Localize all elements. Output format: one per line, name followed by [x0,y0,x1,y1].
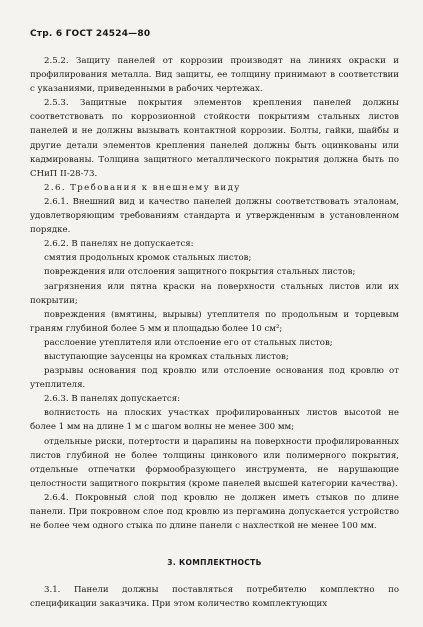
running-head: Стр. 6 ГОСТ 24524—80 [30,29,151,39]
list-item: смятия продольных кромок стальных листов; [44,253,252,264]
document-body [30,54,399,611]
paragraph-2-6-1: 2.6.1. Внешний вид и качество панелей должны соответствовать эталонам, удовлетворяющим требованиям стандарта и утвержденным в установленном порядке. [30,196,399,236]
list-item: отдельные риски, потертости и царапины на поверхности профилированных листов глубиной не более толщины цинкового или полимерного покрытия, отдельные отпечатки формообразующего инструмента, не нарушающие целостности защитного покрытия (кроме панелей высшей категории качества). [30,436,399,489]
paragraph-2-6-4: 2.6.4. Покровный слой под кровлю не должен иметь стыков по длине панели. При покровном слое под кровлю из пергамина допускается устройство не более чем одного стыка по длине панели с нахлесткой не менее 100 мм. [30,492,399,532]
list-item: расслоение утеплителя или отслоение его от стальных листов; [44,337,333,348]
section-heading-3: 3. КОМПЛЕКТНОСТЬ [167,558,262,568]
list-item: повреждения или отслоения защитного покрытия стальных листов; [44,267,356,278]
list-item: повреждения (вмятины, вырывы) утеплителя по продольным и торцевым граням глубиной более 5 мм и площадью более 10 см²; [30,309,399,334]
list-item: загрязнения или пятна краски на поверхности стальных листов или их покрытии; [30,281,399,306]
paragraph-2-6-3: 2.6.3. В панелях допускается: [44,394,181,405]
list-item: волнистость на плоских участках профилированных листов высотой не более 1 мм на длине 1 м с шагом волны не менее 300 мм; [30,408,399,433]
list-item: разрывы основания под кровлю или отслоение основания под кровлю от утеплителя. [30,366,399,391]
paragraph-3-1: 3.1. Панели должны поставляться потребителю комплектно по спецификации заказчика. При этом количество комплектующих [30,585,399,610]
subsection-heading-2-6: 2.6. Требования к внешнему виду [44,182,241,193]
paragraph-2-6-2: 2.6.2. В панелях не допускается: [44,239,194,250]
paragraph-2-5-2: 2.5.2. Защиту панелей от коррозии производят на линиях окраски и профилирования металла. Вид защиты, ее толщину принимают в соответствии с указаниями, приведенными в рабочих чертежах. [30,56,399,95]
paragraph-2-5-3: 2.5.3. Защитные покрытия элементов крепления панелей должны соответствовать по коррозионной стойкости покрытиям стальных листов панелей и не должны вызывать контактной коррозии. Болты, гайки, шайбы и другие детали элементов крепления панелей должны быть оцинкованы или кадмированы. Толщина защитного металлического покрытия должна быть по СНиП II-28-73. [30,98,399,179]
list-item: выступающие заусенцы на кромках стальных листов; [44,351,289,362]
